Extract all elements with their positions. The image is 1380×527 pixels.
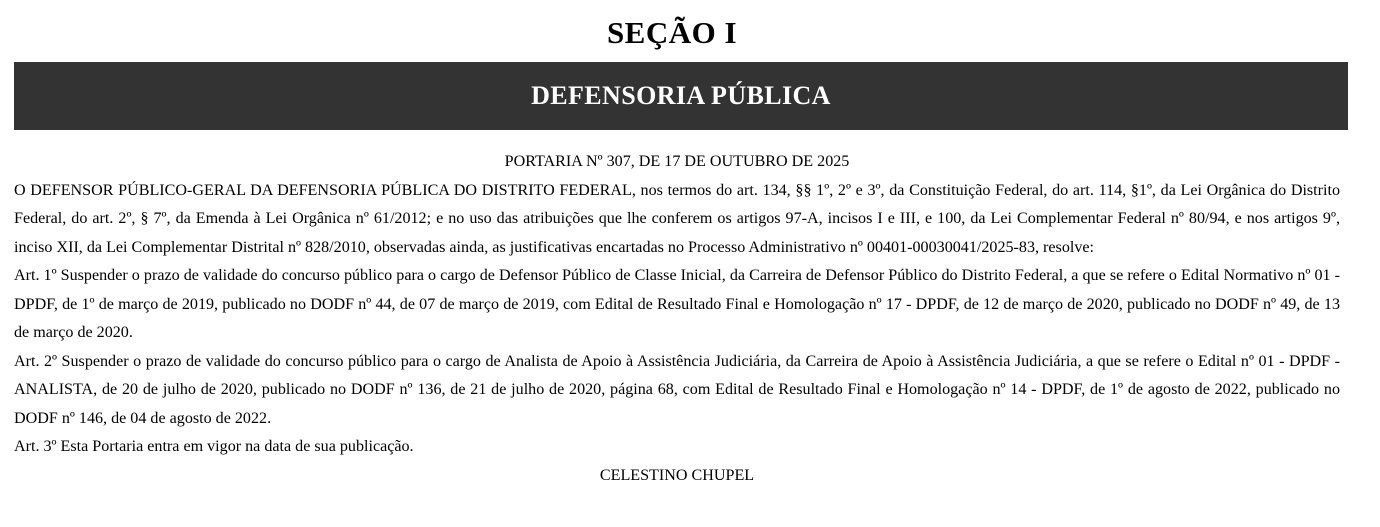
article-3-paragraph: Art. 3º Esta Portaria entra em vigor na data de sua publicação. [14,438,414,455]
preamble-paragraph: O DEFENSOR PÚBLICO-GERAL DA DEFENSORIA PÚBLICA DO DISTRITO FEDERAL, nos termos do art. 134, §§ 1º, 2º e 3º, da Constituição Federal, do art. 114, §1º, da Lei Orgânica do Distrito Federal, do art. 2º, § 7º, da Emenda à Lei Orgânica nº 61/2012; e no uso das atribuições que lhe conferem os artigos 97-A, incisos I e III, e 100, da Lei Complementar Federal nº 80/94, e nos artigos 9º, inciso XII, da Lei Complementar Distrital nº 828/2010, observadas ainda, as justificativas encartadas no Processo Administrativo nº 00401-00030041/2025-83, resolve: [14,181,1340,256]
signature-name: CELESTINO CHUPEL [599,466,755,484]
organization-banner [14,62,1348,130]
section-title: SEÇÃO I [606,15,738,50]
organization-name: DEFENSORIA PÚBLICA [531,81,831,110]
article-2-paragraph: Art. 2º Suspender o prazo de validade do concurso público para o cargo de Analista de Apoio à Assistência Judiciária, da Carreira de Apoio à Assistência Judiciária, a que se refere o Edital nº 01 - DPDF - ANALISTA, de 20 de julho de 2020, publicado no DODF nº 136, de 21 de julho de 2020, página 68, com Edital de Resultado Final e Homologação nº 14 - DPDF, de 1º de agosto de 2022, publicado no DODF nº 146, de 04 de agosto de 2022. [14,352,1340,427]
article-1-paragraph: Art. 1º Suspender o prazo de validade do concurso público para o cargo de Defensor Público de Classe Inicial, da Carreira de Defensor Público do Distrito Federal, a que se refere o Edital Normativo nº 01 - DPDF, de 1º de março de 2019, publicado no DODF nº 44, de 07 de março de 2019, com Edital de Resultado Final e Homologação nº 17 - DPDF, de 12 de março de 2020, publicado no DODF nº 49, de 13 de março de 2020. [14,267,1340,341]
document-body [14,148,1340,490]
portaria-title: PORTARIA Nº 307, DE 17 DE OUTUBRO DE 2025 [504,153,850,170]
